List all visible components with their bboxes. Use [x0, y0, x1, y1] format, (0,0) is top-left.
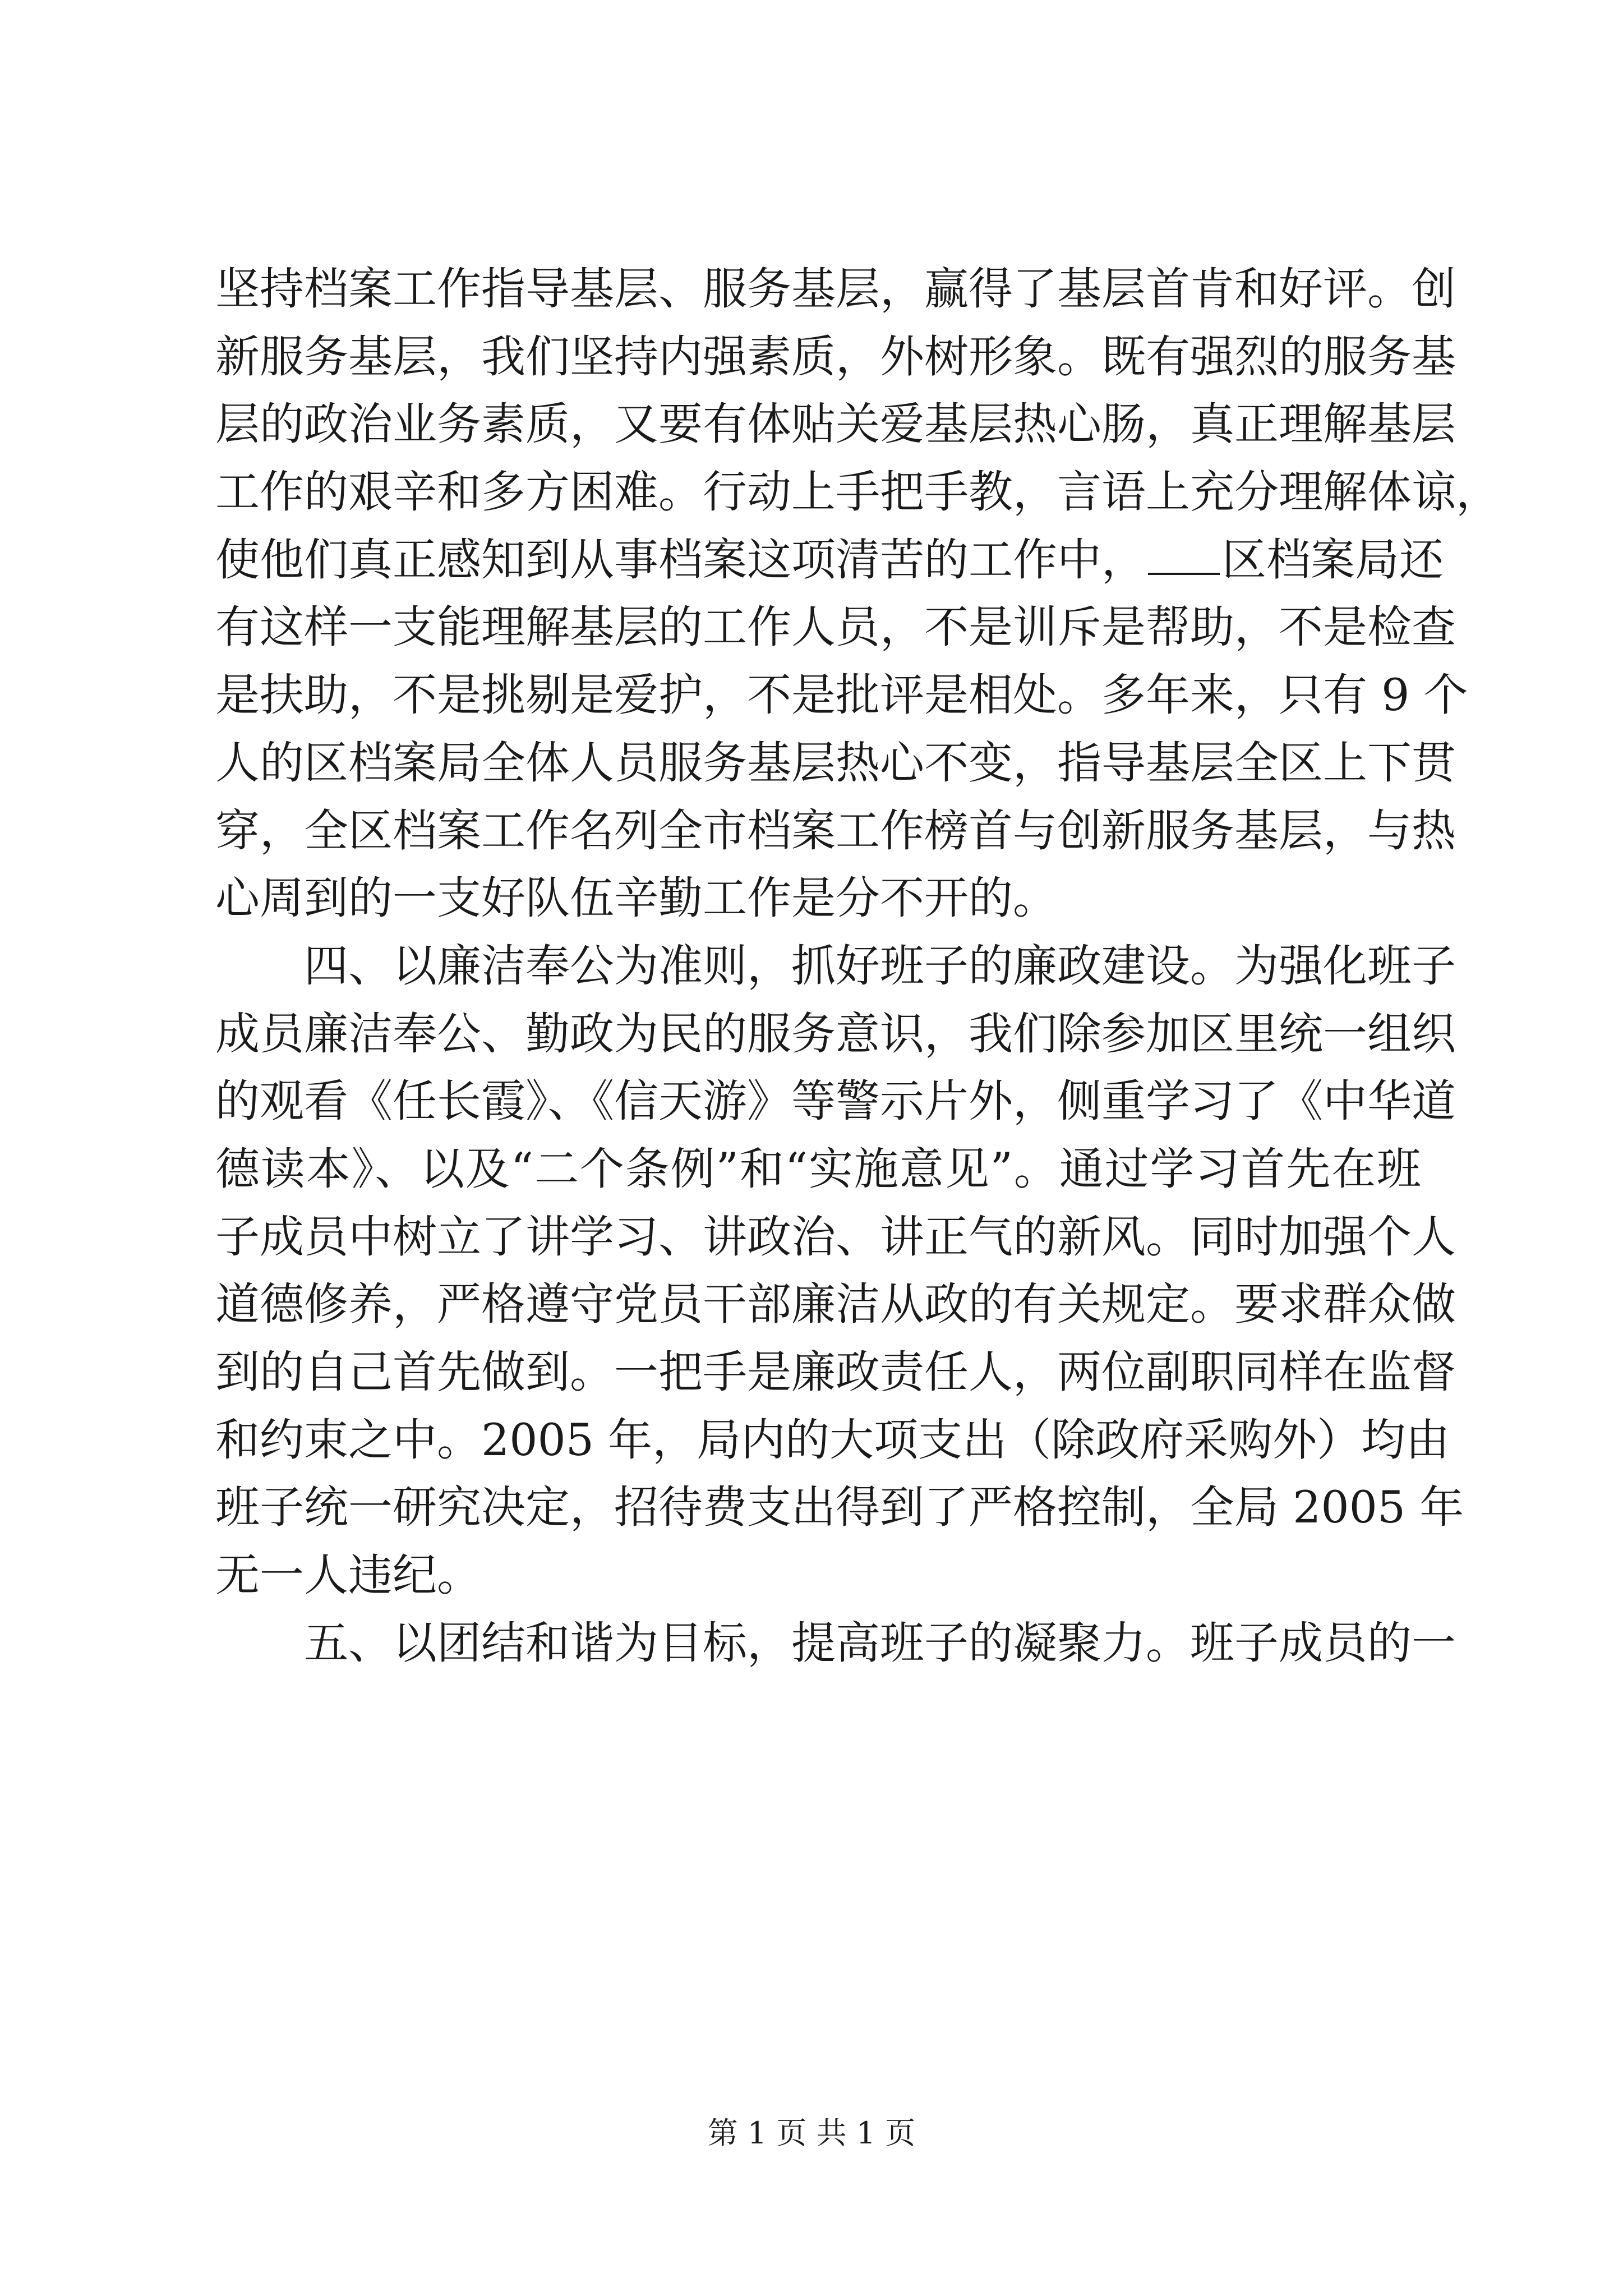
text-line: 是扶助，不是挑剔是爱护，不是批评是相处。多年来，只有 9 个 [215, 669, 1468, 721]
text-line: 的观看《任长霞》、《信天游》等警示片外，侧重学习了《中华道 [215, 1075, 1456, 1128]
paragraph-start-line: 四、以廉洁奉公为准则，抓好班子的廉政建设。为强化班子 [304, 940, 1456, 992]
text-line: 人的区档案局全体人员服务基层热心不变，指导基层全区上下贯 [215, 737, 1456, 789]
text-line: 德读本》、以及“二个条例”和“实施意见”。通过学习首先在班 [215, 1143, 1421, 1195]
text-line: 成员廉洁奉公、勤政为民的服务意识，我们除参加区里统一组织 [215, 1007, 1456, 1060]
text-line: 有这样一支能理解基层的工作人员，不是训斥是帮助，不是检查 [215, 601, 1456, 654]
text-line-with-blank [215, 526, 1444, 594]
text-line: 穿，全区档案工作名列全市档案工作榜首与创新服务基层，与热 [215, 804, 1456, 857]
text-line: 层的政治业务素质，又要有体贴关爱基层热心肠，真正理解基层 [215, 398, 1456, 450]
text-line: 到的自己首先做到。一把手是廉政责任人，两位副职同样在监督 [215, 1346, 1456, 1398]
text-line: 心周到的一支好队伍辛勤工作是分不开的。 [215, 872, 1057, 924]
text-line: 工作的艰辛和多方困难。行动上手把手教，言语上充分理解体谅， [215, 466, 1500, 518]
body-text [215, 255, 1500, 1677]
text-segment: 区档案局还 [1222, 533, 1444, 586]
text-line: 班子统一研究决定，招待费支出得到了严格控制，全局 2005 年 [215, 1481, 1464, 1534]
text-line: 道德修养，严格遵守党员干部廉洁从政的有关规定。要求群众做 [215, 1278, 1456, 1331]
page-footer: 第 1 页 共 1 页 [707, 2115, 916, 2151]
text-line: 和约束之中。2005 年，局内的大项支出（除政府采购外）均由 [215, 1414, 1450, 1466]
paragraph-start-line: 五、以团结和谐为目标，提高班子的凝聚力。班子成员的一 [304, 1617, 1456, 1669]
fill-in-blank [1148, 568, 1220, 575]
text-line: 子成员中树立了讲学习、讲政治、讲正气的新风。同时加强个人 [215, 1211, 1456, 1263]
text-line: 无一人违纪。 [215, 1549, 481, 1602]
text-segment: 使他们真正感知到从事档案这项清苦的工作中， [215, 533, 1146, 586]
text-line: 坚持档案工作指导基层、服务基层，赢得了基层首肯和好评。创 [215, 263, 1456, 315]
text-line: 新服务基层，我们坚持内强素质，外树形象。既有强烈的服务基 [215, 330, 1456, 383]
